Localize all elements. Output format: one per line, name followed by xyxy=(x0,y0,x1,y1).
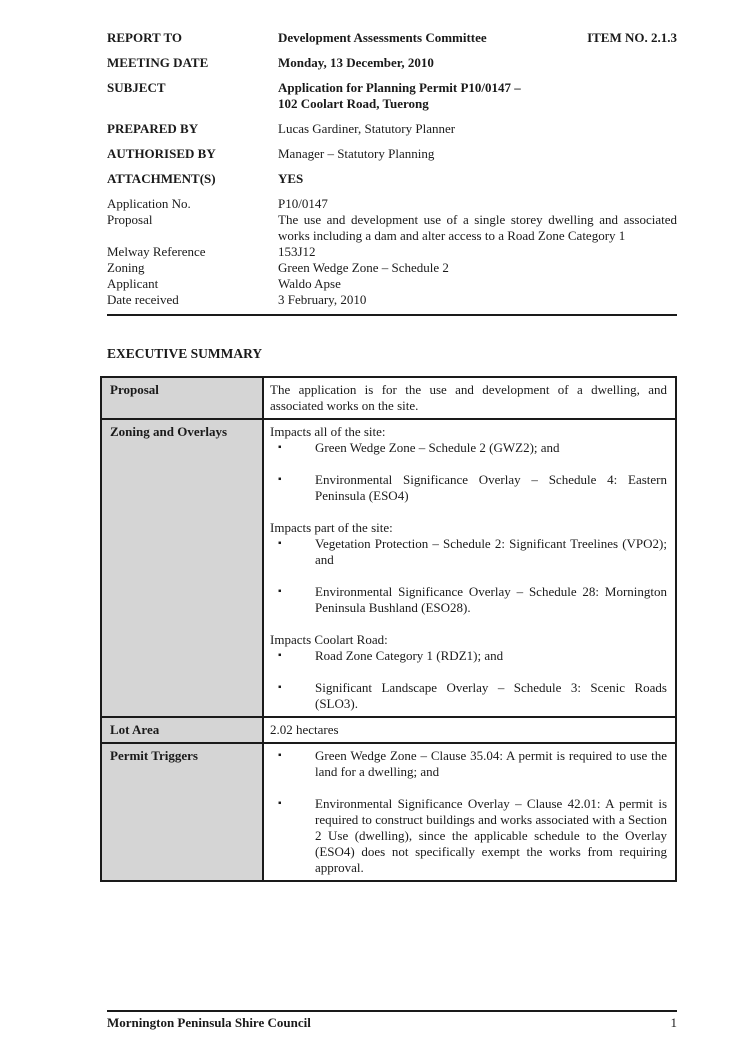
bullet-item: ▪ Vegetation Protection – Schedule 2: Significant Treelines (VPO2); and xyxy=(270,536,667,568)
executive-summary-heading: EXECUTIVE SUMMARY xyxy=(107,346,263,361)
table-row-permit-triggers xyxy=(101,743,676,881)
bullet-item: ▪ Road Zone Category 1 (RDZ1); and xyxy=(270,648,667,664)
bullet-item: ▪ Green Wedge Zone – Schedule 2 (GWZ2); and xyxy=(270,440,667,456)
bullet-item: ▪ Environmental Significance Overlay – Clause 42.01: A permit is required to construct buildings and works associated with a Section 2 Use (dwelling), since the applicable schedule to the Overlay (ESO4) does not specifically exempt the works from requiring approval. xyxy=(270,796,667,876)
header-row xyxy=(107,80,677,112)
row-content-cell xyxy=(263,377,676,419)
row-label: Lot Area xyxy=(101,717,263,743)
report-content xyxy=(107,30,677,882)
row-content-cell xyxy=(263,419,676,717)
row-content-cell xyxy=(263,743,676,881)
details-value: 153J12 xyxy=(278,244,316,259)
bullet-item: ▪ Significant Landscape Overlay – Schedule 3: Scenic Roads (SLO3). xyxy=(270,680,667,712)
header-label: PREPARED BY xyxy=(107,121,199,136)
details-label: Date received xyxy=(107,292,179,307)
table-row-lot-area xyxy=(101,717,676,743)
header-label: SUBJECT xyxy=(107,80,166,95)
row-label: Proposal xyxy=(101,377,263,419)
row-content-cell xyxy=(263,717,676,743)
header-row xyxy=(107,30,677,46)
header-row xyxy=(107,121,677,137)
header-value xyxy=(278,80,677,112)
header-label: ATTACHMENT(S) xyxy=(107,171,216,186)
row-label: Permit Triggers xyxy=(101,743,263,881)
header-value: Manager – Statutory Planning xyxy=(278,146,435,161)
application-details xyxy=(107,196,677,308)
section-divider xyxy=(107,314,677,316)
table-row-zoning-overlays xyxy=(101,419,676,717)
paragraph: Impacts all of the site: xyxy=(270,424,386,439)
header-value: YES xyxy=(278,171,304,186)
header-value: Development Assessments Committee xyxy=(278,30,487,45)
details-value: P10/0147 xyxy=(278,196,328,211)
header-label: MEETING DATE xyxy=(107,55,209,70)
details-row xyxy=(107,244,677,260)
row-label: Zoning and Overlays xyxy=(101,419,263,717)
table-row-proposal xyxy=(101,377,676,419)
bullet-item: ▪ Environmental Significance Overlay – Schedule 4: Eastern Peninsula (ESO4) xyxy=(270,472,667,504)
paragraph: The application is for the use and development of a dwelling, and associated works on the site. xyxy=(270,382,667,413)
bullet-item: ▪ Environmental Significance Overlay – Schedule 28: Mornington Peninsula Bushland (ESO28). xyxy=(270,584,667,616)
details-row xyxy=(107,276,677,292)
details-row xyxy=(107,260,677,276)
subject-line-2: 102 Coolart Road, Tuerong xyxy=(278,96,429,111)
details-label: Zoning xyxy=(107,260,145,275)
header-value: Monday, 13 December, 2010 xyxy=(278,55,434,70)
details-value: Waldo Apse xyxy=(278,276,341,291)
details-label: Melway Reference xyxy=(107,244,206,259)
details-row xyxy=(107,212,677,244)
header-row xyxy=(107,171,677,187)
details-label: Proposal xyxy=(107,212,153,227)
report-header xyxy=(107,30,677,187)
details-label: Applicant xyxy=(107,276,159,291)
details-row xyxy=(107,292,677,308)
page-footer xyxy=(107,1010,677,1031)
executive-summary-table xyxy=(100,376,677,882)
details-label: Application No. xyxy=(107,196,191,211)
header-label: REPORT TO xyxy=(107,30,183,45)
header-label: AUTHORISED BY xyxy=(107,146,216,161)
subject-line-1: Application for Planning Permit P10/0147 – xyxy=(278,80,521,95)
details-value: Green Wedge Zone – Schedule 2 xyxy=(278,260,449,275)
details-value: The use and development use of a single storey dwelling and associated works including a dam and alter access to a Road Zone Category 1 xyxy=(278,212,677,243)
header-row xyxy=(107,146,677,162)
paragraph: 2.02 hectares xyxy=(270,722,339,737)
footer-page-number: 1 xyxy=(670,1015,677,1030)
header-row xyxy=(107,55,677,71)
paragraph: Impacts Coolart Road: xyxy=(270,632,388,647)
details-row xyxy=(107,196,677,212)
details-value: 3 February, 2010 xyxy=(278,292,367,307)
bullet-item: ▪ Green Wedge Zone – Clause 35.04: A permit is required to use the land for a dwelling; and xyxy=(270,748,667,780)
paragraph: Impacts part of the site: xyxy=(270,520,393,535)
footer-org: Mornington Peninsula Shire Council xyxy=(107,1015,311,1030)
header-value: Lucas Gardiner, Statutory Planner xyxy=(278,121,456,136)
item-number: ITEM NO. 2.1.3 xyxy=(587,30,677,45)
